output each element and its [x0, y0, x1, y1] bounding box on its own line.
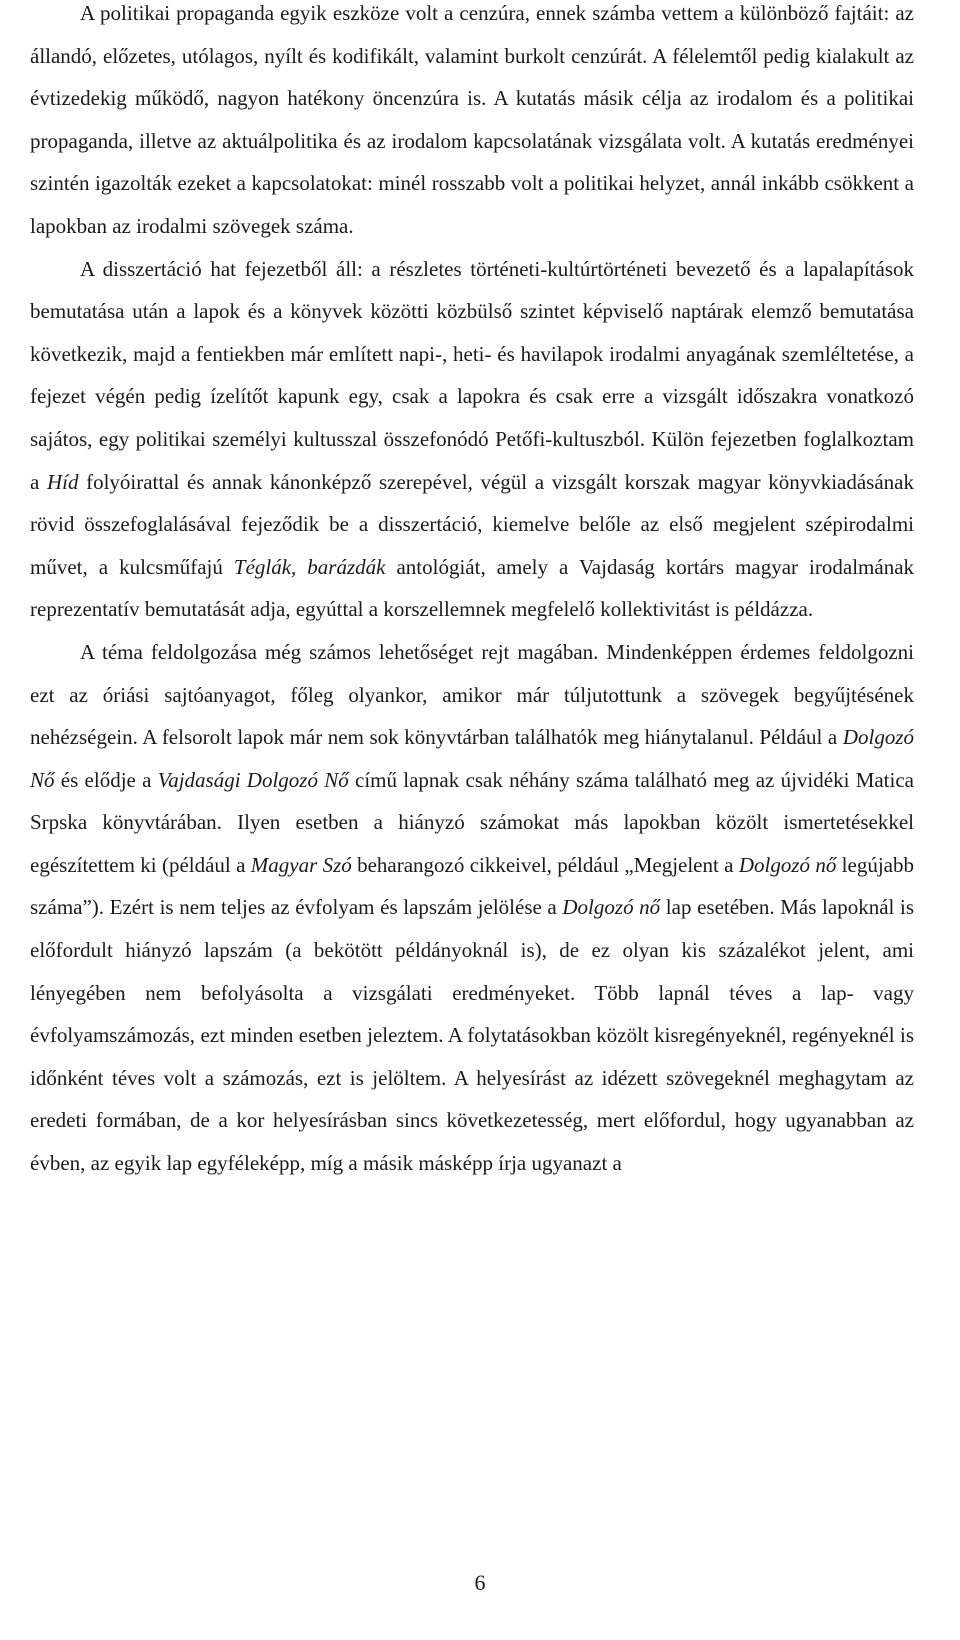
italic-title: Téglák, barázdák — [233, 554, 386, 579]
italic-title: Magyar Szó — [250, 852, 352, 877]
text-segment: antológiát, amely a Vajdaság kortárs magyar irodalmának reprezentatív bemutatását adja, egyúttal a korszellemnek megfelelő kollektivitást is példázza. — [30, 554, 915, 622]
italic-title: Vajdasági Dolgozó Nő — [157, 767, 349, 792]
text-segment: című lapnak csak néhány száma található meg az újvidéki Matica Srpska könyvtárában. Ilyen esetben a hiányzó számokat más lapokban közölt ismertetésekkel egészítettem ki (például a — [30, 767, 914, 877]
text-segment: legújabb száma”). Ezért is nem teljes az évfolyam és lapszám jelölése a — [30, 852, 914, 920]
text-segment: és elődje a — [54, 767, 158, 792]
italic-title: Dolgozó Nő — [30, 725, 914, 792]
italic-title: Dolgozó nő — [562, 895, 661, 920]
text-segment: A téma feldolgozása még számos lehetőséget rejt magában. Mindenképpen érdemes feldolgozni ezt az óriási sajtóanyagot, főleg olyankor, amikor már túljutottunk a szövegek begyűjtésének nehézségein. A felsorolt lapok már nem sok könyvtárban találhatók meg hiánytalanul. Például a — [30, 639, 914, 750]
text-segment: A disszertáció hat fejezetből áll: a részletes történeti-kultúrtörténeti bevezető és a lapalapítások bemutatása után a lapok és a könyvek közötti közbülső szintet képviselő naptárak elemző bemutatása következik, majd a fentiekben már említett napi-, heti- és havilapok irodalmi anyagának szemléltetése, a fejezet végén pedig ízelítőt kapunk egy, csak a lapokra és csak erre a vizsgált időszakra vonatkozó sajátos, egy politikai személyi kultusszal összefonódó Petőfi-kultuszból. Külön fejezetben foglalkoztam a — [30, 256, 914, 494]
paragraph — [30, 0, 914, 248]
text-segment: folyóirattal és annak kánonképző szerepével, végül a vizsgált korszak magyar könyvkiadásának rövid összefoglalásával fejeződik be a disszertáció, kiemelve belőle az első megjelent szépirodalmi művet, a kulcsműfajú — [30, 469, 914, 579]
text-segment: A politikai propaganda egyik eszköze volt a cenzúra, ennek számba vettem a különböző fajtáit: az állandó, előzetes, utólagos, nyílt és kodifikált, valamint burkolt cenzúrát. A félelemtől pedig kialakult az évtizedekig működő, nagyon hatékony öncenzúra is. A kutatás másik célja az irodalom és a politikai propaganda, illetve az aktuálpolitika és az irodalom kapcsolatának vizsgálata volt. A kutatás eredményei szintén igazolták ezeket a kapcsolatokat: minél rosszabb volt a politikai helyzet, annál inkább csökkent a lapokban az irodalmi szövegek száma. — [30, 1, 914, 238]
page-number: 6 — [474, 1570, 486, 1595]
italic-title: Híd — [46, 469, 79, 494]
paragraph — [30, 631, 914, 1185]
text-segment: beharangozó cikkeivel, például „Megjelent a — [351, 852, 739, 877]
text-segment: lap esetében. Más lapoknál is előfordult hiányzó lapszám (a bekötött példányoknál is), de ez olyan kis százalékot jelent, ami lényegében nem befolyásolta a vizsgálati eredményeket. Több lapnál téves a lap- vagy évfolyamszámozás, ezt minden esetben jeleztem. A folytatásokban közölt kisregényeknél, regényeknél is időnként téves volt a számozás, ezt is jelöltem. A helyesírást az idézett szövegeknél meghagytam az eredeti formában, de a kor helyesírásban sincs következetesség, mert előfordul, hogy ugyanabban az évben, az egyik lap egyféleképp, míg a másik másképp írja ugyanazt a — [30, 895, 914, 1176]
body-text — [30, 0, 914, 1185]
paragraph — [30, 248, 914, 631]
italic-title: Dolgozó nő — [738, 852, 837, 877]
